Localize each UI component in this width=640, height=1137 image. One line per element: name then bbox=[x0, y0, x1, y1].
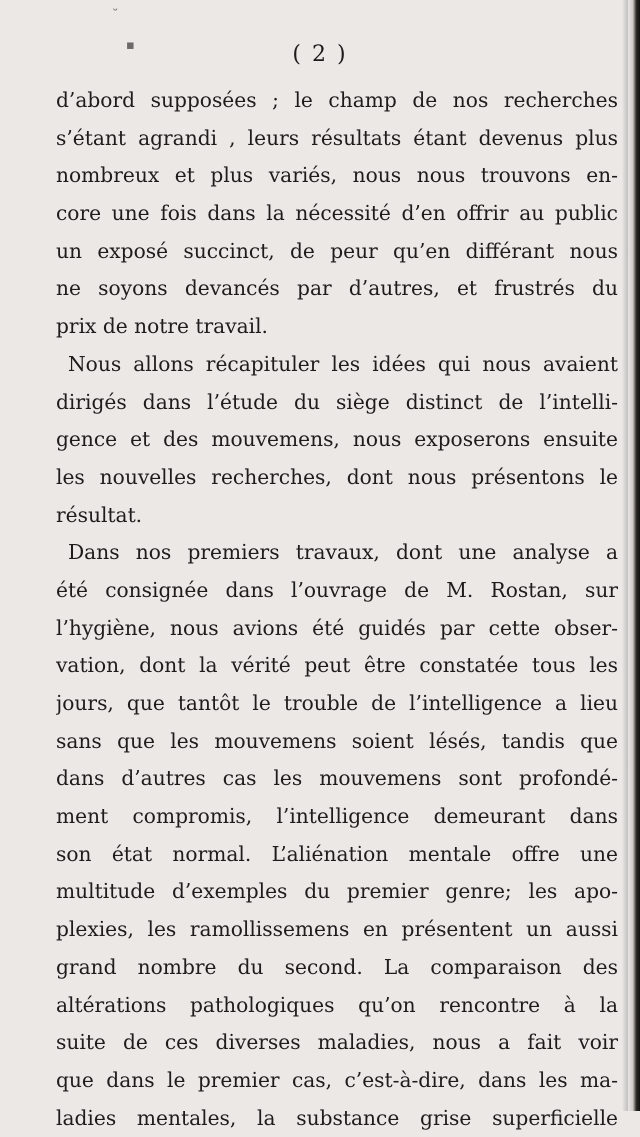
paragraph-start-line: Nous allons récapituler les idées qui nous avaient bbox=[68, 351, 618, 376]
page-number: ( 2 ) bbox=[292, 42, 348, 67]
body-text bbox=[56, 82, 618, 1137]
text-line: les nouvelles recherches, dont nous présentons le bbox=[56, 464, 618, 489]
text-line: un exposé succinct, de peur qu’en différant nous bbox=[56, 238, 618, 263]
page-edge bbox=[628, 0, 640, 1111]
text-line: ment compromis, l’intelligence demeurant dans bbox=[56, 804, 618, 829]
text-line: l’hygiène, nous avions été guidés par cette obser- bbox=[56, 615, 618, 640]
text-line: sans que les mouvemens soient lésés, tandis que bbox=[56, 728, 618, 753]
text-line: s’étant agrandi , leurs résultats étant devenus plus bbox=[56, 125, 618, 150]
margin-speck: ▪ bbox=[126, 38, 135, 53]
text-line: ladies mentales, la substance grise superficielle bbox=[56, 1105, 618, 1130]
text-line: d’abord supposées ; le champ de nos recherches bbox=[56, 88, 618, 112]
text-line: ne soyons devancés par d’autres, et frustrés du bbox=[56, 276, 618, 301]
text-line: vation, dont la vérité peut être constatée tous les bbox=[56, 653, 618, 678]
paragraph-start-line: Dans nos premiers travaux, dont une analyse a bbox=[68, 540, 618, 565]
text-line: dans d’autres cas les mouvemens sont profondé- bbox=[56, 766, 618, 791]
text-line: résultat. bbox=[56, 502, 143, 527]
text-line: plexies, les ramollissemens en présentent un aussi bbox=[56, 917, 618, 942]
text-line: core une fois dans la nécessité d’en offrir au public bbox=[56, 201, 618, 226]
text-line: prix de notre travail. bbox=[56, 314, 268, 339]
text-line: son état normal. L’aliénation mentale offre une bbox=[56, 841, 618, 866]
text-line: nombreux et plus variés, nous nous trouvons en- bbox=[56, 163, 618, 188]
text-line: gence et des mouvemens, nous exposerons ensuite bbox=[56, 427, 618, 452]
text-line: multitude d’exemples du premier genre; les apo- bbox=[56, 879, 618, 904]
text-line: altérations pathologiques qu’on rencontre à la bbox=[56, 992, 618, 1017]
text-line: suite de ces diverses maladies, nous a fait voir bbox=[56, 1030, 618, 1055]
text-line: grand nombre du second. La comparaison des bbox=[56, 954, 618, 979]
text-line: été consignée dans l’ouvrage de M. Rostan, sur bbox=[56, 577, 618, 602]
text-line: que dans le premier cas, c’est-à-dire, dans les ma- bbox=[56, 1067, 618, 1092]
margin-speck: ˘ bbox=[112, 8, 119, 23]
text-line: dirigés dans l’étude du siège distinct de l’intelli- bbox=[56, 389, 618, 414]
text-line: jours, que tantôt le trouble de l’intelligence a lieu bbox=[56, 691, 618, 715]
